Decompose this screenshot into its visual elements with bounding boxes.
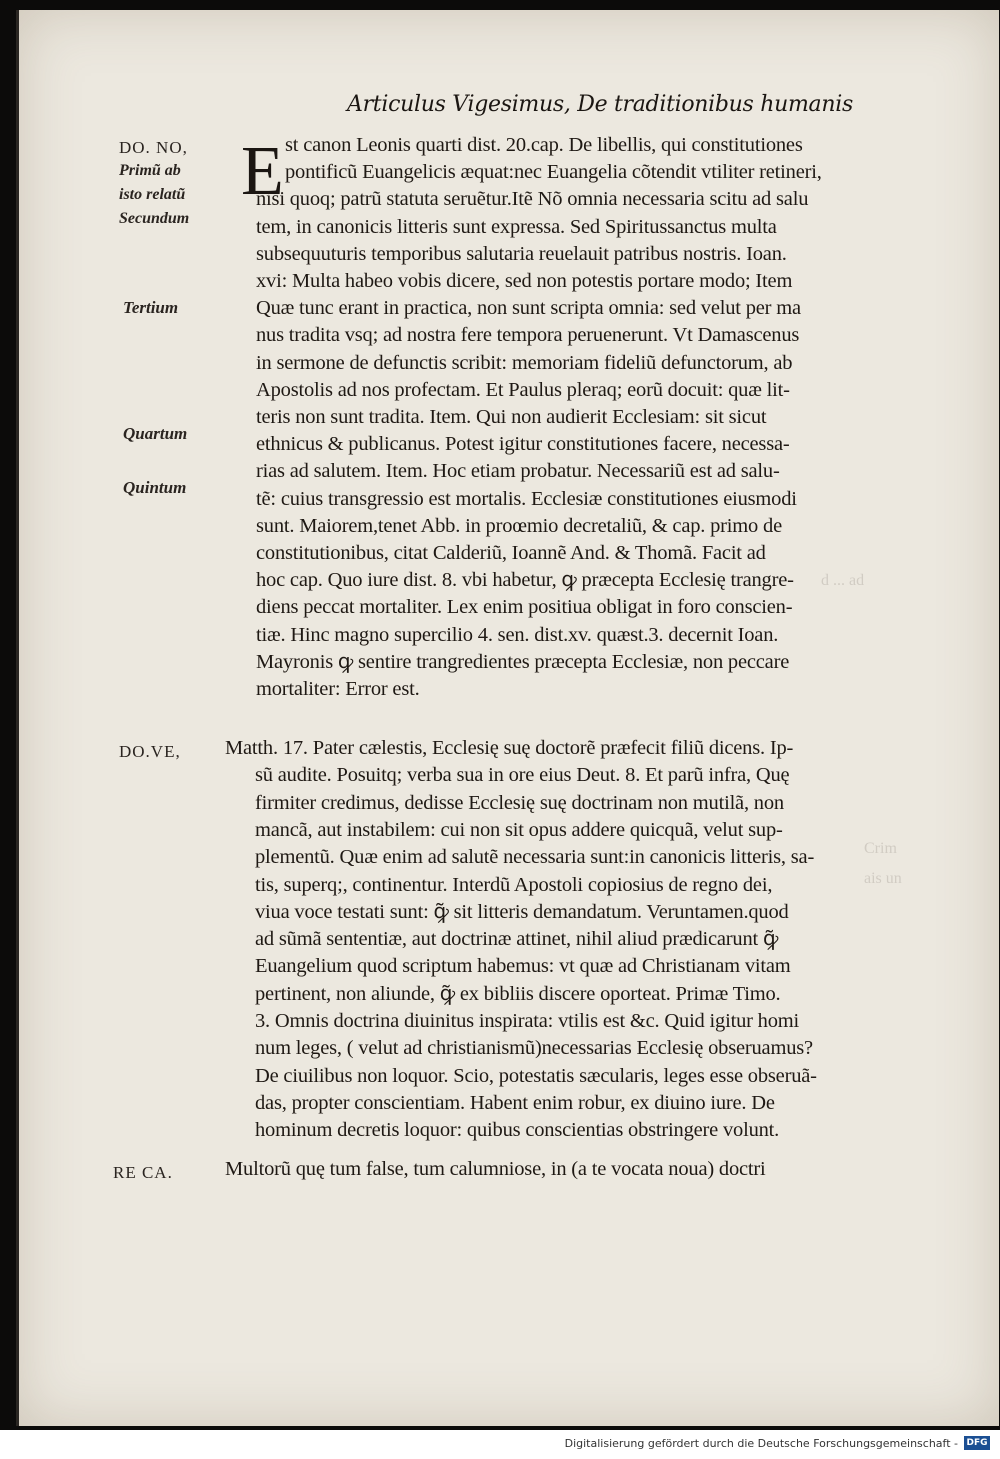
text-line: tẽ: cuius transgressio est mortalis. Ecclesiæ constitutiones eiusmodi	[256, 487, 797, 510]
text-line: ethnicus & publicanus. Potest igitur constitutiones facere, necessa-	[256, 433, 790, 456]
text-line: nisi quoq; patrũ statuta seruẽtur.Itẽ Nõ omnia necessaria scitu ad salu	[256, 188, 809, 211]
text-line: pontificũ Euangelicis æquat:nec Euangelia cõtendit vtiliter retineri,	[285, 161, 822, 184]
margin-note-do-no: DO. NO,	[119, 138, 188, 157]
text-line: Multorũ quę tum false, tum calumniose, in (a te vocata noua) doctri	[225, 1158, 766, 1180]
text-line: firmiter credimus, dedisse Ecclesię suę doctrinam non mutilã, non	[255, 791, 784, 814]
text-line: Matth. 17. Pater cælestis, Ecclesię suę doctorẽ præfecit filiũ dicens. Ip-	[225, 737, 794, 759]
footer-credit: Digitalisierung gefördert durch die Deutsche Forschungsgemeinschaft -	[564, 1437, 958, 1450]
dfg-logo: DFG	[964, 1436, 990, 1450]
text-line: xvi: Multa habeo vobis dicere, sed non potestis portare modo; Item	[256, 270, 793, 292]
drop-cap: E	[241, 133, 284, 210]
text-line: De ciuilibus non loquor. Scio, potestatis sæcularis, leges esse obseruã-	[255, 1064, 817, 1087]
text-line: st canon Leonis quarti dist. 20.cap. De libellis, qui constitutiones	[285, 134, 803, 156]
text-line: tis, superq;, continentur. Interdũ Apostoli copiosius de regno dei,	[255, 873, 773, 896]
text-line: mancã, aut instabilem: cui non sit opus addere quicquã, velut sup-	[255, 818, 783, 841]
text-line: in sermone de defunctis scribit: memoriam fideliũ defunctorum, ab	[256, 351, 793, 374]
text-line: tem, in canonicis litteris sunt expressa. Sed Spiritussanctus multa	[256, 215, 777, 238]
margin-note-primum: Primũ ab	[119, 162, 181, 179]
text-line: Quæ tunc erant in practica, non sunt scripta omnia: sed velut per ma	[256, 297, 801, 320]
text-line: plementũ. Quæ enim ad salutẽ necessaria sunt:in canonicis litteris, sa-	[255, 846, 815, 869]
running-header: Articulus Vigesimus, De traditionibus humanis	[347, 92, 853, 117]
margin-note-quintum: Quintum	[123, 478, 187, 497]
text-line: subsequuturis temporibus salutaria reuelauit patribus nostris. Ioan.	[256, 242, 787, 265]
text-line: diens peccat mortaliter. Lex enim positiua obligat in foro conscien-	[256, 596, 793, 619]
margin-note-secundum: Secundum	[119, 210, 190, 227]
text-line: Euangelium quod scriptum habemus: vt quæ ad Christianam vitam	[255, 955, 791, 978]
text-line: hominum decretis loquor: quibus conscientias obstringere volunt.	[255, 1119, 780, 1142]
text-line: tiæ. Hinc magno supercilio 4. sen. dist.xv. quæst.3. decernit Ioan.	[256, 623, 779, 646]
text-line: num leges, ( velut ad christianismũ)necessarias Ecclesię obseruamus?	[255, 1037, 813, 1060]
margin-note-tertium: Tertium	[123, 298, 179, 317]
text-line: hoc cap. Quo iure dist. 8. vbi habetur, ꝙ præcepta Ecclesię trangre-	[256, 569, 794, 592]
text-line: sũ audite. Posuitq; verba sua in ore eius Deut. 8. Et parũ infra, Quę	[255, 764, 790, 787]
text-line: teris non sunt tradita. Item. Qui non audierit Ecclesiam: sit sicut	[256, 406, 767, 428]
margin-note-isto-relatum: isto relatũ	[119, 186, 186, 203]
margin-note-do-ve: DO.VE,	[119, 742, 181, 761]
text-line: mortaliter: Error est.	[256, 678, 420, 700]
text-line: nus tradita vsq; ad nostra fere tempora peruenerunt. Vt Damascenus	[256, 324, 800, 347]
text-line: Apostolis ad nos profectam. Et Paulus pleraq; eorũ docuit: quæ lit-	[256, 378, 790, 401]
text-line: viua voce testati sunt: ꝙ̃ sit litteris demandatum. Veruntamen.quod	[255, 900, 789, 923]
margin-note-re-ca: RE CA.	[113, 1163, 173, 1182]
text-line: das, propter conscientiam. Habent enim robur, ex diuino iure. De	[255, 1091, 775, 1114]
text-line: ad sũmã sententiæ, aut doctrinæ attinet, nihil aliud prædicarunt ꝙ̃	[255, 928, 779, 951]
text-line: rias ad salutem. Item. Hoc etiam probatur. Necessariũ est ad salu-	[256, 460, 780, 483]
text-line: 3. Omnis doctrina diuinitus inspirata: vtilis est &c. Quid igitur homi	[255, 1010, 800, 1032]
text-line: sunt. Maiorem,tenet Abb. in proœmio decretaliũ, & cap. primo de	[256, 514, 782, 537]
text-line: constitutionibus, citat Calderiũ, Ioannẽ And. & Thomã. Facit ad	[256, 542, 766, 564]
margin-note-quartum: Quartum	[123, 424, 188, 443]
book-page: Articulus Vigesimus, De traditionibus humanis E DO. NO, Primũ ab isto relatũ Secundum Tertium Quartum Quintum DO.VE, RE CA. d ... ad Crim ais un st canon Leonis quarti dist. 20.cap. De libellis, qui constitutiones pontificũ Euangelicis æquat:nec Euangelia cõtendit vtiliter retineri, nisi quoq; patrũ statuta seruẽtur.Itẽ Nõ omnia necessaria scitu ad salu tem, in canonicis litteris sunt expressa. Sed Spiritussanctus multa subsequuturis temporibus salutaria reuelauit patribus nostris. Ioan. xvi: Multa habeo vobis dicere, sed non potestis portare modo; Item Quæ tunc erant in practica, non sunt scripta omnia: sed velut per ma nus tradita vsq; ad nostra fere tempora peruenerunt. Vt Damascenus in sermone de defunctis scribit: memoriam fideliũ defunctorum, ab Apostolis ad nos profectam. Et Paulus pleraq; eorũ docuit: quæ lit- teris non sunt tradita. Item. Qui non audierit Ecclesiam: sit sicut ethnicus & publicanus. Potest igitur constitutiones facere, necessa- rias ad salutem. Item. Hoc etiam probatur. Necessariũ est ad salu- tẽ: cuius transgressio est mortalis. Ecclesiæ constitutiones eiusmodi sunt. Maiorem,tenet Abb. in proœmio decretaliũ, & cap. primo de constitutionibus, citat Calderiũ, Ioannẽ And. & Thomã. Facit ad hoc cap. Quo iure dist. 8. vbi habetur, ꝙ præcepta Ecclesię trangre- diens peccat mortaliter. Lex enim positiua obligat in foro conscien- tiæ. Hinc magno supercilio 4. sen. dist.xv. quæst.3. decernit Ioan. Mayronis ꝙ sentire trangredientes præcepta Ecclesiæ, non peccare mortaliter: Error est. Matth. 17. Pater cælestis, Ecclesię suę doctorẽ præfecit filiũ dicens. Ip- sũ audite. Posuitq; verba sua in ore eius Deut. 8. Et parũ infra, Quę firmiter credimus, dedisse Ecclesię suę doctrinam non mutilã, non mancã, aut instabilem: cui non sit opus addere quicquã, velut sup- plementũ. Quæ enim ad salutẽ necessaria sunt:in canonicis litteris, sa- tis, superq;, continentur. Interdũ Apostoli copiosius de regno dei, viua voce testati sunt: ꝙ̃ sit litteris demandatum. Veruntamen.quod ad sũmã sententiæ, aut doctrinæ attinet, nihil aliud prædicarunt ꝙ̃ Euangelium quod scriptum habemus: vt quæ ad Christianam vitam pertinent, non aliunde, ꝙ̃ ex bibliis discere oporteat. Primæ Timo. 3. Omnis doctrina diuinitus inspirata: vtilis est &c. Quid igitur homi num leges, ( velut ad christianismũ)necessarias Ecclesię obseruamus? De ciuilibus non loquor. Scio, potestatis sæcularis, leges esse obseruã- das, propter conscientiam. Habent enim robur, ex diuino iure. De hominum decretis loquor: quibus conscientias obstringere volunt. Multorũ quę tum false, tum calumniose, in (a te vocata noua) doctri	[16, 10, 999, 1426]
text-line: Mayronis ꝙ sentire trangredientes præcepta Ecclesiæ, non peccare	[256, 650, 790, 673]
text-line: pertinent, non aliunde, ꝙ̃ ex bibliis discere oporteat. Primæ Timo.	[255, 982, 781, 1005]
